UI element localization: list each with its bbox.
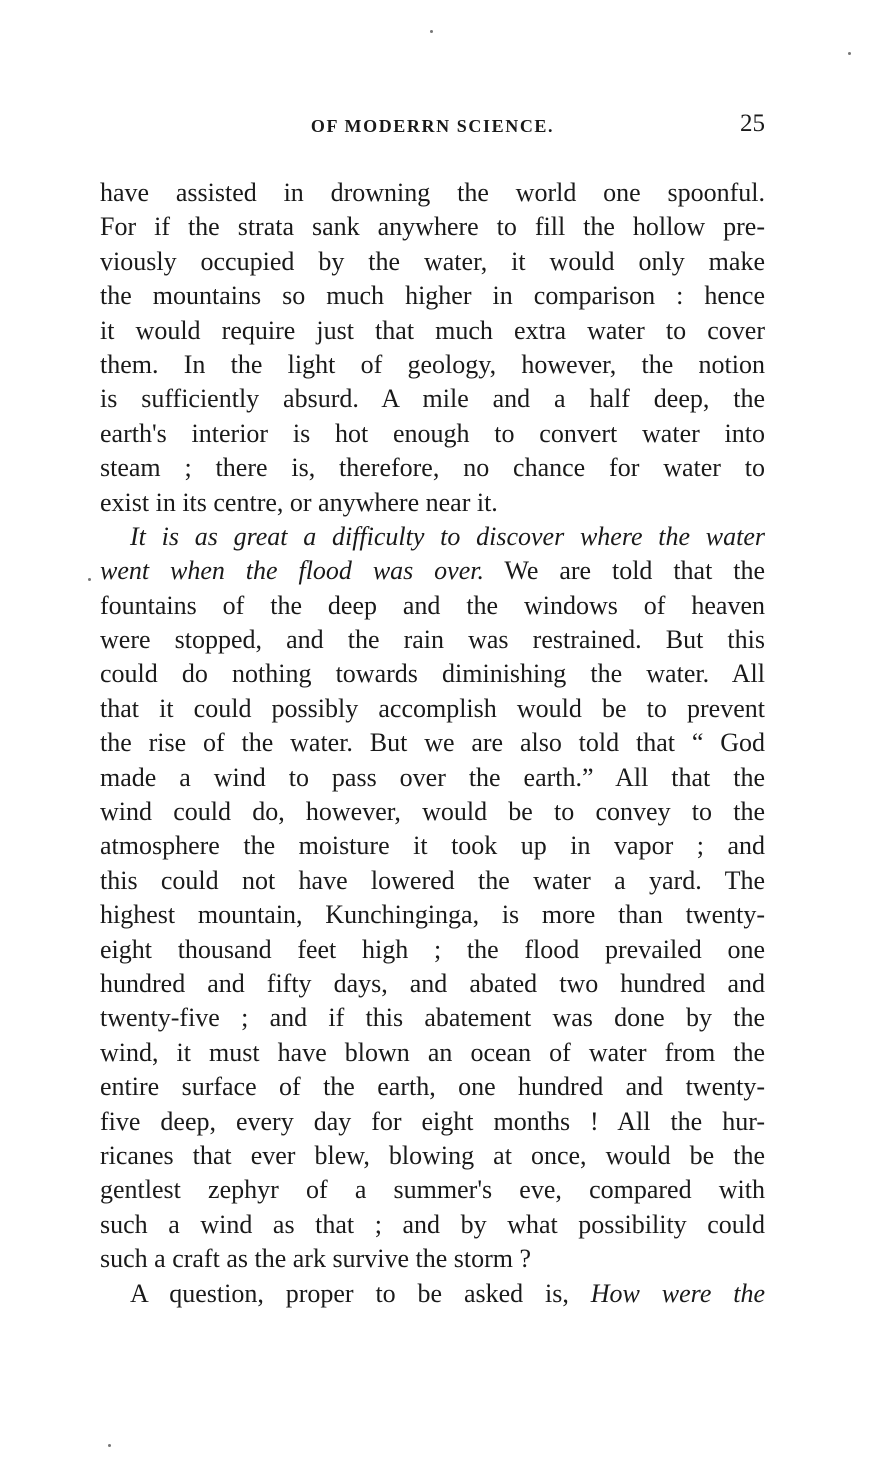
text-line: wind could do, however, would be to convey to the xyxy=(100,797,765,827)
scan-speck xyxy=(108,1444,111,1447)
text-line: ricanes that ever blew, blowing at once, would be the xyxy=(100,1140,765,1170)
text-line: highest mountain, Kunchinginga, is more than twenty- xyxy=(100,900,765,930)
text-line: entire surface of the earth, one hundred and twenty- xyxy=(100,1072,765,1102)
italic-phrase: How were the xyxy=(590,1278,765,1308)
text-line: is sufficiently absurd. A mile and a half deep, the xyxy=(100,384,765,414)
text-line: It is as great a difficulty to discover where the water xyxy=(130,521,765,551)
text-line: earth's interior is hot enough to convert water into xyxy=(100,418,765,448)
scan-speck xyxy=(88,578,91,581)
text-line: went when the flood was over. We are told that the xyxy=(100,556,765,586)
text-line: wind, it must have blown an ocean of water from the xyxy=(100,1037,765,1067)
text-line: the rise of the water. But we are also told that “ God xyxy=(100,728,765,758)
text-line: eight thousand feet high ; the flood prevailed one xyxy=(100,934,765,964)
scan-speck xyxy=(430,30,433,33)
text-line: could do nothing towards diminishing the water. All xyxy=(100,659,765,689)
text-line: For if the strata sank anywhere to fill the hollow pre- xyxy=(100,212,765,242)
text-line: have assisted in drowning the world one spoonful. xyxy=(100,178,765,207)
scan-speck xyxy=(848,52,851,55)
text-line: steam ; there is, therefore, no chance for water to xyxy=(100,453,765,483)
text-line: made a wind to pass over the earth.” All that the xyxy=(100,762,765,792)
body-text xyxy=(100,176,765,1311)
text-line: fountains of the deep and the windows of heaven xyxy=(100,590,765,620)
text-line: A question, proper to be asked is, How were the xyxy=(130,1278,765,1308)
text-line: exist in its centre, or anywhere near it. xyxy=(100,487,498,517)
text-line: such a wind as that ; and by what possibility could xyxy=(100,1209,765,1239)
text-line: it would require just that much extra water to cover xyxy=(100,315,765,345)
text-line: them. In the light of geology, however, the notion xyxy=(100,349,765,379)
text-line: five deep, every day for eight months ! All the hur- xyxy=(100,1106,765,1136)
text-line: the mountains so much higher in comparison : hence xyxy=(100,281,765,311)
text-line: were stopped, and the rain was restrained. But this xyxy=(100,625,765,655)
text-line: twenty-five ; and if this abatement was done by the xyxy=(100,1003,765,1033)
text-line: atmosphere the moisture it took up in vapor ; and xyxy=(100,831,765,861)
text-line: gentlest zephyr of a summer's eve, compared with xyxy=(100,1175,765,1205)
running-title: OF MODERRN SCIENCE. xyxy=(310,116,555,136)
italic-phrase: went when the flood was over. xyxy=(100,556,484,586)
text-line: that it could possibly accomplish would be to prevent xyxy=(100,693,765,723)
text-line: this could not have lowered the water a yard. The xyxy=(100,865,765,895)
page-number: 25 xyxy=(740,110,765,137)
text-line: hundred and fifty days, and abated two hundred and xyxy=(100,968,765,998)
text-line: viously occupied by the water, it would only make xyxy=(100,246,765,276)
text-line: such a craft as the ark survive the storm ? xyxy=(100,1244,532,1274)
running-head xyxy=(100,110,765,146)
